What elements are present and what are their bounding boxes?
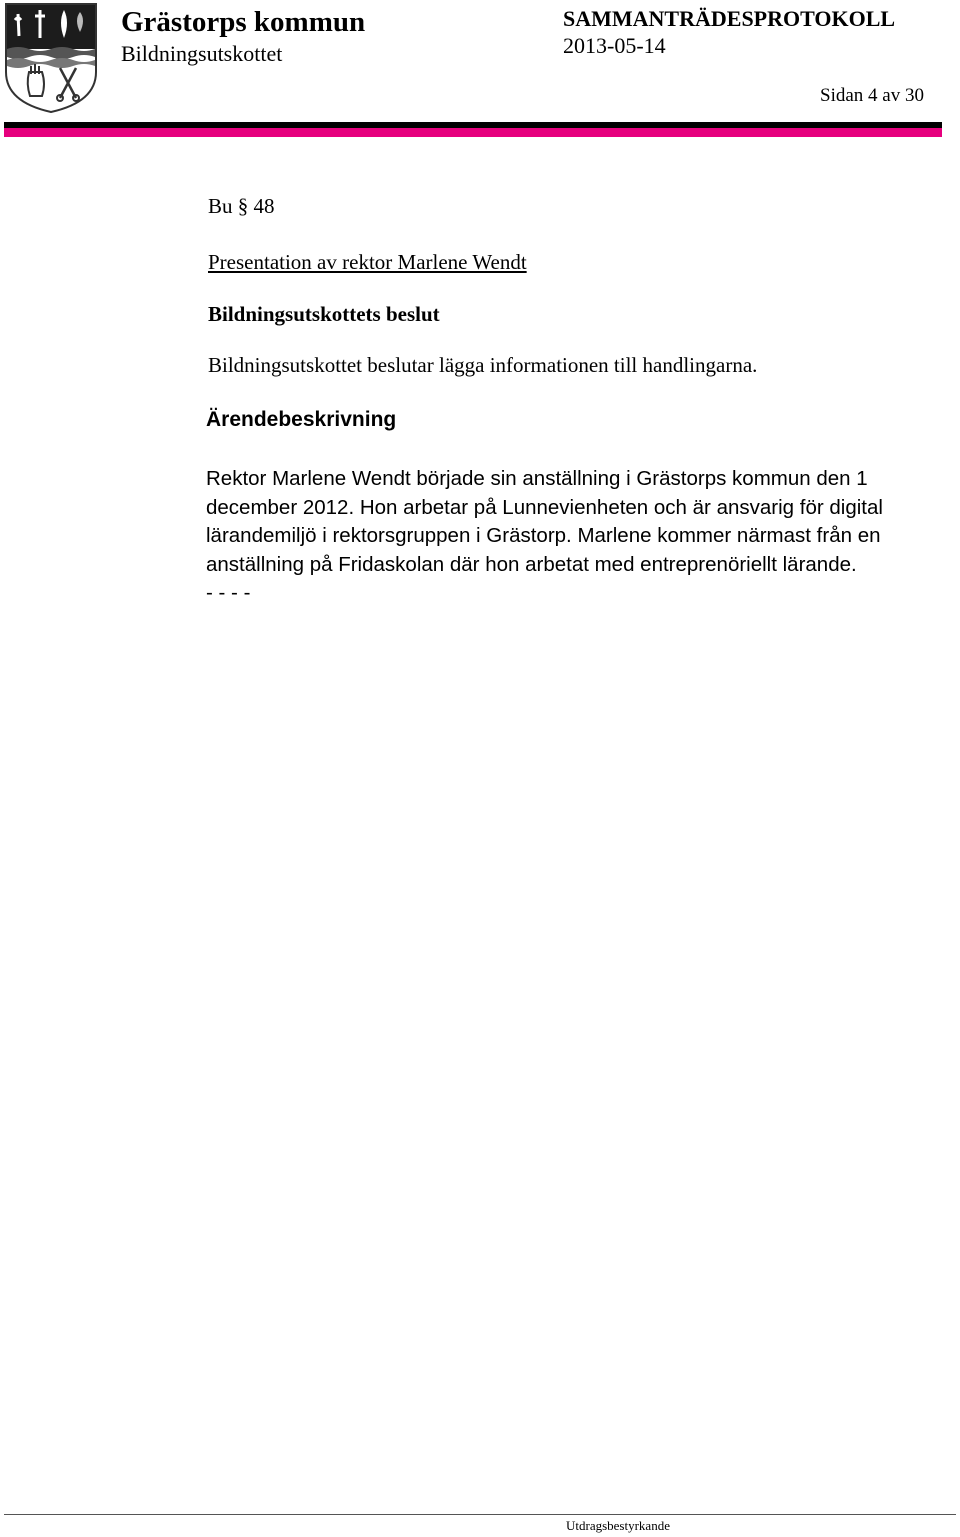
committee-name: Bildningsutskottet bbox=[121, 41, 283, 66]
description-line: lärandemiljö i rektorsgruppen i Grästorp. Marlene kommer närmast från en bbox=[206, 524, 881, 547]
description-body bbox=[206, 465, 946, 608]
decision-heading: Bildningsutskottets beslut bbox=[208, 302, 440, 326]
description-line: Rektor Marlene Wendt började sin anställning i Grästorps kommun den 1 bbox=[206, 467, 868, 490]
header-accent-rule bbox=[4, 128, 942, 137]
document-type: SAMMANTRÄDESPROTOKOLL bbox=[563, 6, 896, 31]
meeting-date: 2013-05-14 bbox=[563, 33, 666, 58]
organization-name: Grästorps kommun bbox=[121, 6, 366, 38]
footer-rule bbox=[4, 1514, 956, 1515]
page-number: Sidan 4 av 30 bbox=[820, 85, 924, 106]
decision-text: Bildningsutskottet beslutar lägga informationen till handlingarna. bbox=[208, 353, 758, 377]
footer-certification-label: Utdragsbestyrkande bbox=[566, 1518, 670, 1533]
description-heading: Ärendebeskrivning bbox=[206, 408, 397, 431]
item-title: Presentation av rektor Marlene Wendt bbox=[208, 250, 527, 274]
coat-of-arms-icon bbox=[4, 2, 98, 114]
description-line: december 2012. Hon arbetar på Lunnevienheten och är ansvarig för digital bbox=[206, 495, 883, 519]
paragraph-number: Bu § 48 bbox=[208, 194, 275, 218]
end-marker: - - - - bbox=[206, 581, 251, 604]
description-line: anställning på Fridaskolan där hon arbetat med entreprenöriellt lärande. bbox=[206, 552, 857, 576]
